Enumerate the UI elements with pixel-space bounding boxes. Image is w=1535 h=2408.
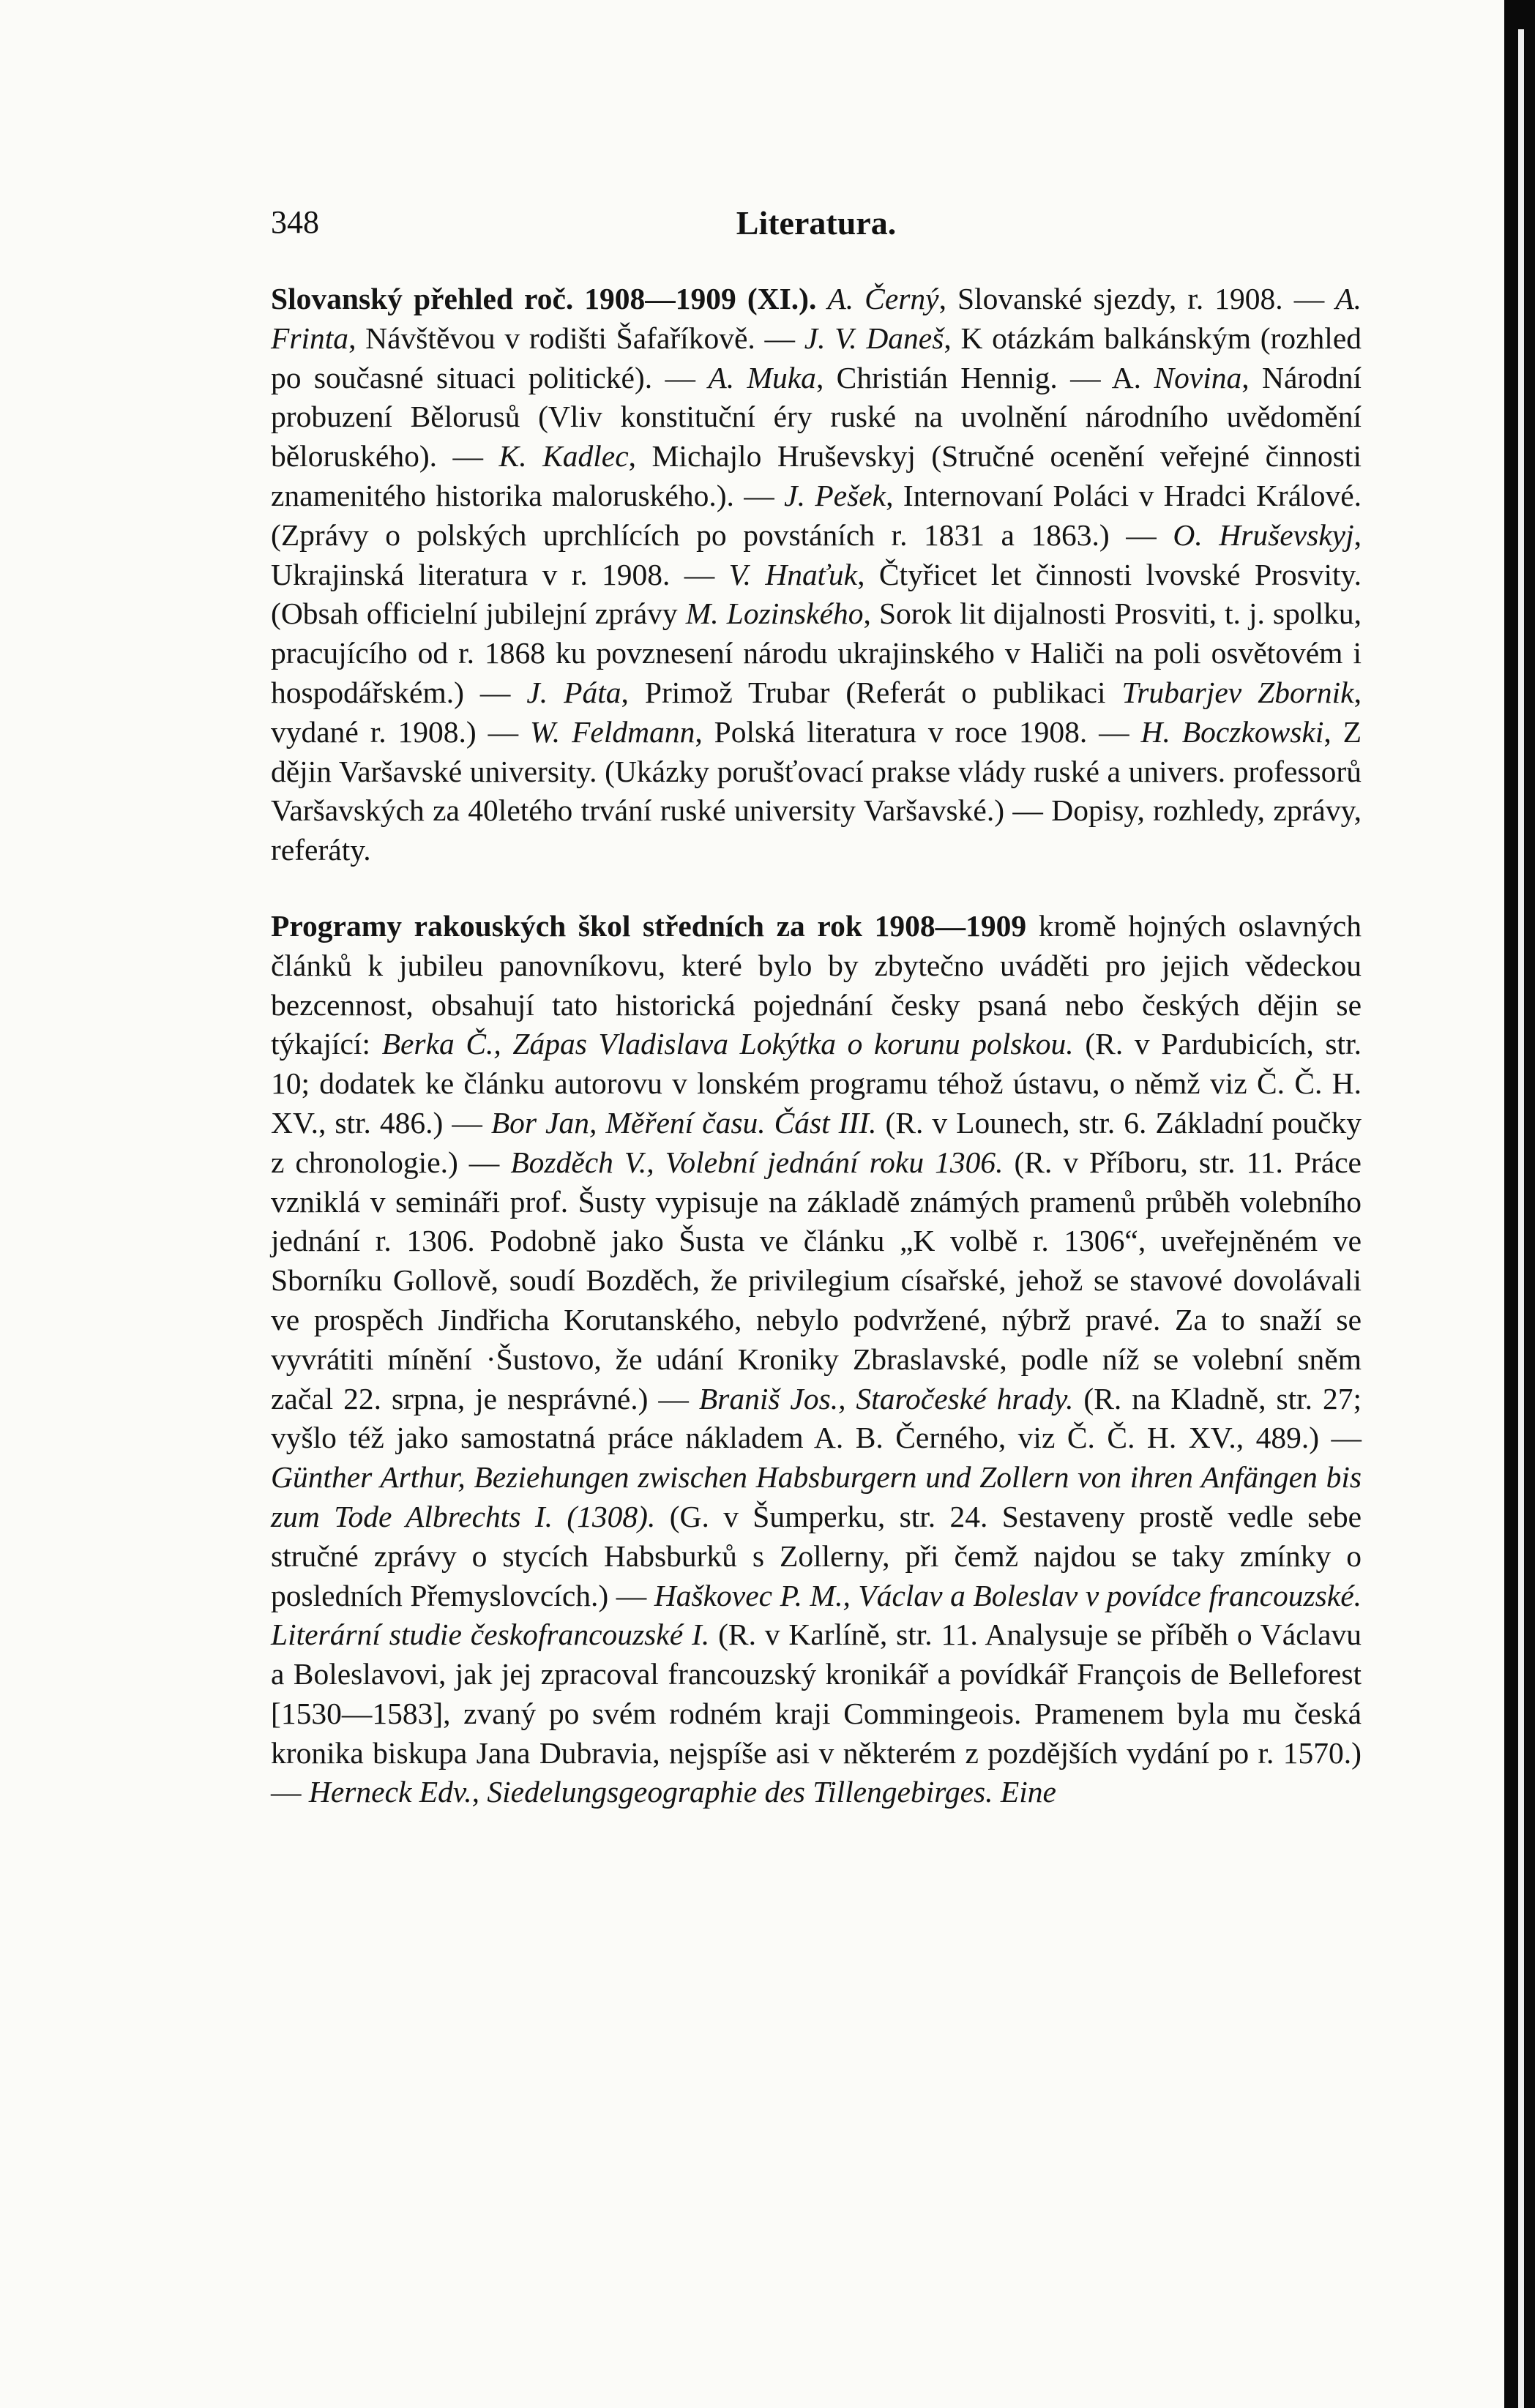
text-run: , Návštěvou v rodišti Šafaříkově. —	[348, 321, 804, 355]
citation-title: Herneck Edv., Siedelungsgeographie des Tillengebirges. Eine	[308, 1775, 1056, 1809]
text-run: , Polská literatura v roce 1908. —	[695, 714, 1141, 749]
citation-title: Günther Arthur, Beziehungen zwischen Habsburgern und Zollern von ihren Anfängen bis zum Tode Albrechts I. (1308).	[271, 1460, 1362, 1533]
text-run: , Primož Trubar (Referát o publikaci	[621, 675, 1122, 709]
page-header	[271, 203, 1362, 262]
citation-title: Berka Č., Zápas Vladislava Lokýtka o korunu polskou.	[381, 1027, 1074, 1061]
author: J. V. Daneš	[804, 321, 944, 355]
paragraph-programy	[271, 907, 1362, 1812]
text-run: (R. v Lounech, str. 6. Základní poučky z chronologie.) —	[271, 1105, 1362, 1179]
section-lead: Programy rakouských škol středních za rok 1908—1909	[271, 908, 1027, 943]
author: J. Páta	[526, 675, 621, 709]
journal-title: Slovanský přehled roč. 1908—1909 (XI.).	[271, 282, 817, 315]
author: A. Muka	[708, 360, 816, 395]
text-run: , Sorok lit dijalnosti Prosviti, t. j. spolku, pracujícího od r. 1868 ku povznesení národu ukrajinského v Haliči na poli osvětovém i hospodářském.) —	[271, 597, 1362, 709]
author: K. Kadlec	[498, 439, 629, 474]
publication-title: Trubarjev Zbornik	[1121, 675, 1354, 709]
author: A. Černý	[827, 282, 939, 315]
text-run: , Michajlo Hruševskyj (Stručné ocenění veřejné činnosti znamenitého historika maloruského.). —	[271, 439, 1362, 512]
text-run	[816, 282, 827, 315]
author: J. Pešek	[784, 478, 886, 512]
author: O. Hruševskyj	[1173, 517, 1354, 552]
text-run: , Internovaní Poláci v Hradci Králové. (Zprávy o polských uprchlících po povstáních r. 1831 a 1863.) —	[271, 478, 1362, 552]
text-run: (R. v Karlíně, str. 11. Analysuje se příběh o Václavu a Boleslavovi, jak jej zpracoval francouzský kronikář a povídkář François de Belleforest [1530—1583], zvaný po svém rodném kraji Commingeois. Pramenem byla mu česká kronika biskupa Jana Dubravia, nejspíše asi v některém z pozdějších vydání po r. 1570.) —	[271, 1618, 1362, 1809]
author: W. Feldmann	[530, 714, 695, 749]
scan-edge-line	[1518, 29, 1524, 2408]
citation-title: Braniš Jos., Staročeské hrady.	[698, 1381, 1074, 1416]
author: A. Frinta	[271, 282, 1362, 355]
running-title: Literatura.	[736, 204, 897, 242]
author: V. Hnaťuk	[728, 557, 858, 591]
text-run: (G. v Šumperku, str. 24. Sestaveny prostě vedle sebe stručné zprávy o stycích Habsburků s Zollerny, při čemž najdou se taky zmínky o posledních Přemyslovcích.) —	[271, 1499, 1362, 1612]
text-run: , Z dějin Varšavské university. (Ukázky porušťovací prakse vlády ruské a univers. professorů Varšavských za 40letého trvání ruské university Varšavské.) — Dopisy, rozhledy, zprávy, referáty.	[271, 714, 1362, 867]
text-run: , Ukrajinská literatura v r. 1908. —	[271, 517, 1362, 591]
text-run: , Národní probuzení Bělorusů (Vliv konstituční éry ruské na uvolnění národního uvědomění běloruského). —	[271, 360, 1362, 474]
author: Novina	[1154, 360, 1242, 395]
text-run: kromě hojných oslavných článků k jubileu panovníkovu, které bylo by zbytečno uváděti pro jejich vědeckou bezcennost, obsahují tato historická pojednání česky psaná nebo českých dějin se týkající:	[271, 908, 1362, 1061]
citation-title: Bozděch V., Volební jednání roku 1306.	[510, 1145, 1004, 1179]
citation-title: Bor Jan, Měření času. Část III.	[490, 1105, 877, 1140]
page-number: 348	[271, 204, 319, 240]
text-run: , Christián Hennig. — A.	[815, 360, 1154, 395]
text-run: (R. v Pardubicích, str. 10; dodatek ke článku autorovu v lonském programu téhož ústavu, o němž viz Č. Č. H. XV., str. 486.) —	[271, 1027, 1362, 1140]
text-run: , vydané r. 1908.) —	[271, 675, 1362, 749]
author: H. Boczkowski	[1140, 714, 1324, 749]
paragraph-slovansky-prehled	[271, 280, 1362, 870]
text-run: , Čtyřicet let činnosti lvovské Prosvity. (Obsah officielní jubilejní zprávy	[271, 557, 1362, 631]
body-text	[271, 280, 1362, 1812]
text-run: , K otázkám balkánským (rozhled po současné situaci politické). —	[271, 321, 1362, 395]
author: M. Lozinského	[685, 597, 864, 631]
text-run: , Slovanské sjezdy, r. 1908. —	[938, 282, 1336, 315]
citation-title: Haškovec P. M., Václav a Boleslav v povídce francouzské. Literární studie českofrancouzské I.	[271, 1578, 1362, 1652]
text-run: (R. na Kladně, str. 27; vyšlo též jako samostatná práce nákladem A. B. Černého, viz Č. Č. H. XV., 489.) —	[271, 1381, 1362, 1455]
text-run: (R. v Příboru, str. 11. Práce vzniklá v semináři prof. Šusty vypisuje na základě známých pramenů průběh volebního jednání r. 1306. Podobně jako Šusta ve článku „K volbě r. 1306“, uveřejněném ve Sborníku Gollově, soudí Bozděch, že privilegium císařské, jehož se stavové dovolávali ve prospěch Jindřicha Korutanského, nebylo podvržené, nýbrž pravé. Za to snaží se vyvrátiti mínění ·Šustovo, že udání Kroniky Zbraslavské, podle níž se volební sněm začal 22. srpna, je nesprávné.) —	[271, 1145, 1362, 1416]
